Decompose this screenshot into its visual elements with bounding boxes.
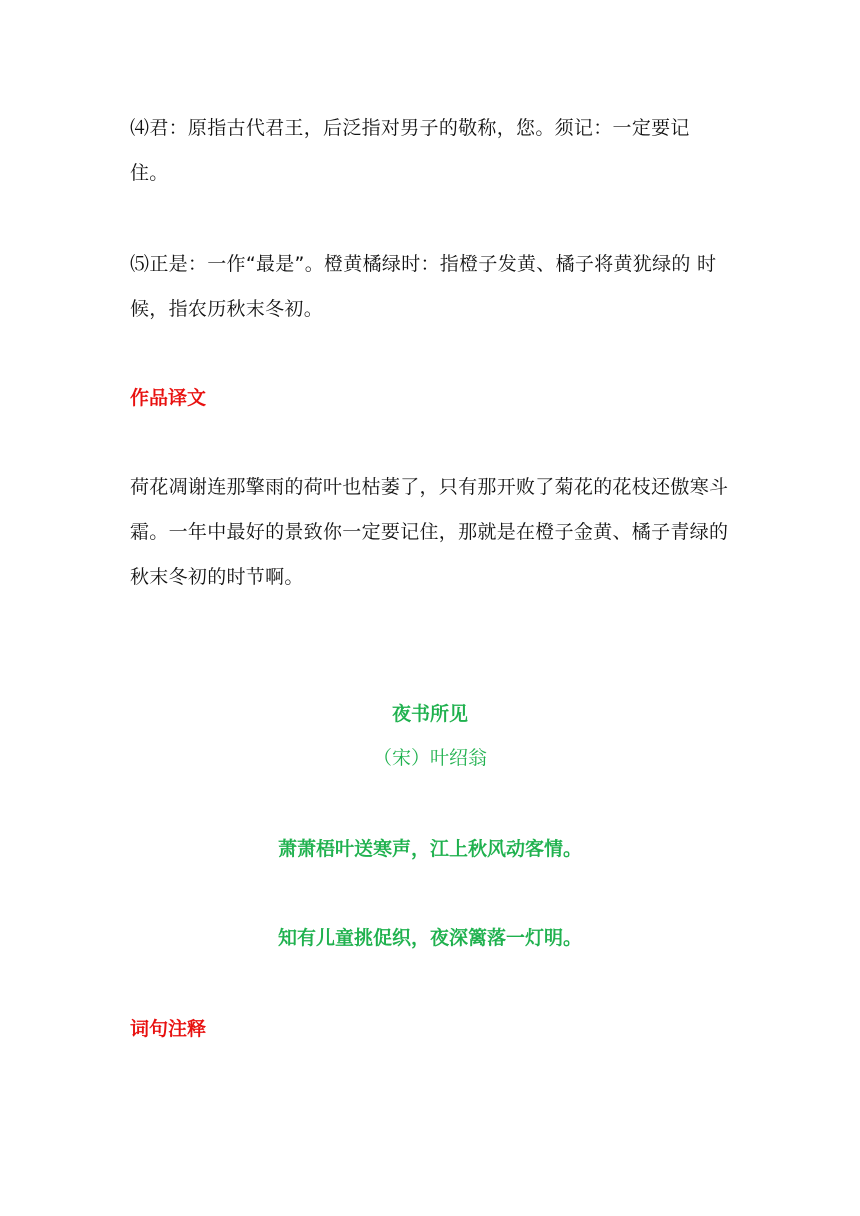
note-4-number: ⑷ — [130, 117, 150, 139]
translation-text: 荷花凋谢连那擎雨的荷叶也枯萎了，只有那开败了菊花的花枝还傲寒斗霜。一年中最好的景致你一定要记住，那就是在橙子金黄、橘子青绿的秋末冬初的时节啊。 — [130, 476, 729, 588]
poem-author: （宋）叶绍翁 — [372, 747, 487, 769]
poem-title: 夜书所见 — [391, 703, 468, 725]
note-4 — [130, 106, 730, 196]
note-4-text: 君：原指古代君王，后泛指对男子的敬称，您。须记：一定要记 住。 — [130, 117, 690, 184]
annotation-heading: 词句注释 — [130, 1018, 207, 1040]
poem-line-1: 萧萧梧叶送寒声，江上秋风动客情。 — [277, 838, 582, 860]
note-5-text: 正是：一作“最是”。橙黄橘绿时：指橙子发黄、橘子将黄犹绿的 时候，指农历秋末冬初。 — [130, 253, 717, 320]
note-5 — [130, 242, 730, 332]
note-5-number: ⑸ — [130, 253, 150, 275]
poem-line-2: 知有儿童挑促织，夜深篱落一灯明。 — [277, 927, 582, 949]
translation-heading: 作品译文 — [130, 387, 207, 409]
